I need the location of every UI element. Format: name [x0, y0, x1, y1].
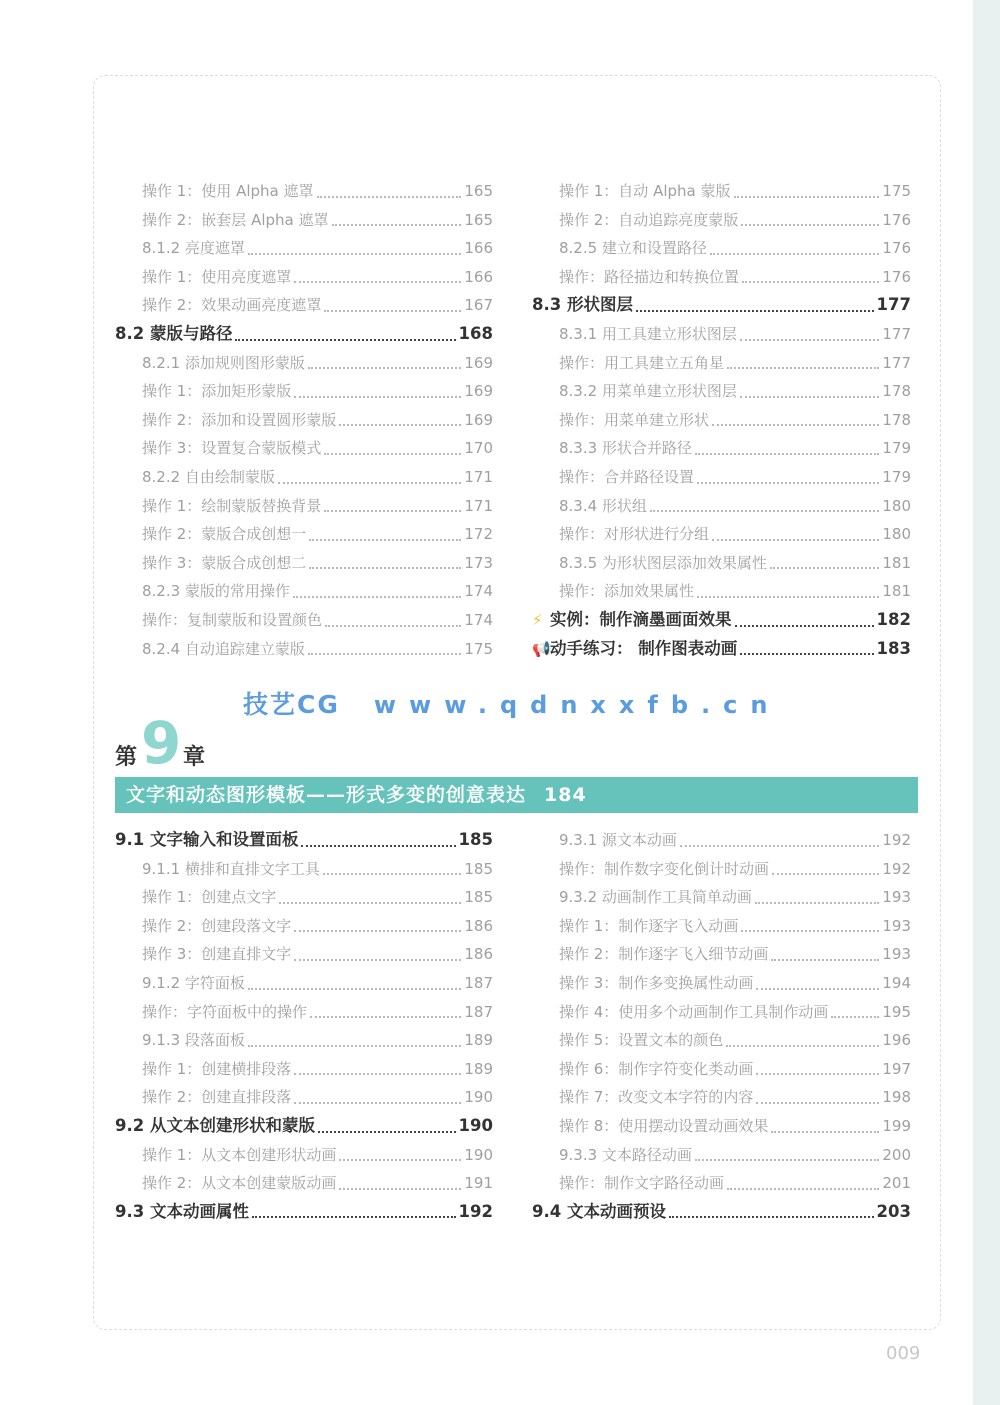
toc-entry-page: 171	[464, 496, 493, 515]
toc-entry-page: 185	[458, 830, 493, 849]
dot-leader	[324, 453, 461, 455]
toc-entry-page: 189	[464, 1059, 493, 1078]
toc-entry-label: 操作 2：蒙版合成创想一	[142, 525, 307, 544]
toc-entry-page: 176	[882, 210, 911, 229]
toc-entry-label: 8.2.2 自由绘制蒙版	[142, 467, 275, 486]
watermark-url: www.qdnxxfb.cn	[373, 691, 781, 719]
toc-entry-page: 165	[464, 182, 493, 200]
dot-leader	[324, 310, 461, 312]
toc-entry-label: 9.1.3 段落面板	[142, 1031, 245, 1050]
toc-entry-page: 196	[882, 1031, 911, 1050]
toc-entry[interactable]	[532, 826, 911, 855]
toc-entry-label: 操作 2：制作逐字飞入细节动画	[559, 945, 769, 964]
toc-entry-page: 185	[464, 888, 493, 907]
dot-leader	[695, 1159, 879, 1161]
toc-entry-page: 186	[464, 945, 493, 964]
dot-leader	[712, 539, 879, 541]
toc-entry-label: 操作 1：制作逐字飞入动画	[559, 916, 739, 935]
dot-leader	[771, 1131, 879, 1133]
toc-entry-page: 180	[882, 496, 911, 515]
toc-entry-label: 8.2.3 蒙版的常用操作	[142, 582, 290, 601]
toc-entry-label: 操作：添加效果属性	[559, 582, 695, 601]
toc-entry-page: 174	[464, 582, 493, 601]
toc-entry-page: 199	[882, 1116, 911, 1135]
toc-section-entry[interactable]	[532, 1198, 911, 1227]
dot-leader	[252, 1216, 456, 1218]
dot-leader	[293, 596, 461, 598]
dot-leader	[740, 339, 879, 341]
toc-entry[interactable]	[532, 1055, 911, 1084]
toc-entry[interactable]	[532, 1141, 911, 1170]
toc-entry-label: 9.2 从文本创建形状和蒙版	[115, 1115, 315, 1135]
toc-entry-page: 180	[882, 525, 911, 544]
toc-entry[interactable]	[532, 320, 911, 349]
toc-entry-page: 169	[464, 410, 493, 429]
toc-entry-label: 8.2 蒙版与路径	[115, 323, 233, 343]
lightning-icon: ⚡	[532, 610, 543, 629]
dot-leader	[339, 424, 461, 426]
dot-leader	[235, 339, 455, 341]
toc-entry-page: 177	[882, 324, 911, 343]
toc-section-entry[interactable]	[532, 635, 911, 664]
dot-leader	[727, 367, 879, 369]
toc-entry-label: 8.2.1 添加规则图形蒙版	[142, 353, 305, 372]
toc-entry[interactable]	[115, 1141, 493, 1170]
toc-entry[interactable]	[532, 883, 911, 912]
toc-entry-page: 177	[876, 295, 911, 315]
toc-entry-page: 169	[464, 382, 493, 401]
toc-entry[interactable]	[115, 969, 493, 998]
watermark-brand: 技艺CG	[243, 690, 340, 719]
dot-leader	[294, 959, 461, 961]
toc-entry-label: 9.3.2 动画制作工具简单动画	[559, 888, 752, 907]
toc-entry-label: 操作 1：添加矩形蒙版	[142, 382, 292, 401]
toc-entry-page: 174	[464, 610, 493, 629]
dot-leader	[310, 1016, 461, 1018]
dot-leader	[680, 845, 879, 847]
toc-entry-label: 操作：用菜单建立形状	[559, 410, 710, 429]
toc-entry[interactable]	[115, 1055, 493, 1084]
toc-entry[interactable]	[532, 463, 911, 492]
toc-entry[interactable]	[532, 998, 911, 1027]
toc-entry-label: 操作 1：从文本创建形状动画	[142, 1145, 337, 1164]
toc-entry-label: 操作 3：制作多变换属性动画	[559, 973, 754, 992]
toc-entry-page: 194	[882, 973, 911, 992]
toc-entry[interactable]	[532, 263, 911, 292]
dot-leader	[248, 988, 461, 990]
toc-column-b-right	[532, 826, 911, 1226]
toc-entry-page: 197	[882, 1059, 911, 1078]
toc-entry-page: 166	[464, 239, 493, 258]
toc-entry[interactable]	[115, 234, 493, 263]
toc-entry[interactable]	[115, 577, 493, 606]
toc-entry-label: 操作 6：制作字符变化类动画	[559, 1059, 754, 1078]
toc-entry-label: 8.2.5 建立和设置路径	[559, 239, 707, 258]
toc-entry[interactable]	[532, 577, 911, 606]
dot-leader	[740, 653, 873, 655]
page-number: 009	[886, 1343, 921, 1364]
dot-leader	[741, 224, 879, 226]
dot-leader	[294, 281, 461, 283]
chapter-number: 9	[141, 709, 182, 777]
dot-leader	[323, 873, 461, 875]
toc-entry-label: 8.3.4 形状组	[559, 496, 647, 515]
chapter-title: 文字和动态图形模板——形式多变的创意表达	[126, 784, 527, 806]
chapter-prefix: 第	[115, 745, 138, 770]
toc-entry-label: 操作：合并路径设置	[559, 467, 695, 486]
toc-section-entry[interactable]	[115, 1198, 493, 1227]
dot-leader	[248, 1045, 461, 1047]
toc-entry[interactable]	[115, 463, 493, 492]
toc-entry-page: 203	[876, 1201, 911, 1221]
dot-leader	[248, 253, 461, 255]
dot-leader	[740, 396, 879, 398]
toc-entry[interactable]	[532, 1169, 911, 1198]
dot-leader	[697, 482, 879, 484]
dot-leader	[636, 310, 874, 312]
toc-entry-page: 190	[464, 1088, 493, 1107]
toc-entry-label: 操作：制作文字路径动画	[559, 1174, 725, 1193]
watermark	[243, 685, 780, 721]
toc-entry-label: 8.1.2 亮度遮罩	[142, 239, 245, 258]
toc-entry-label: 8.3.1 用工具建立形状图层	[559, 324, 737, 343]
toc-entry[interactable]	[532, 912, 911, 941]
dot-leader	[294, 1073, 461, 1075]
chapter-title-bar[interactable]	[115, 777, 918, 813]
dot-leader	[756, 1073, 879, 1075]
dot-leader	[318, 1131, 456, 1133]
toc-entry-page: 175	[464, 639, 493, 658]
toc-entry-page: 193	[882, 888, 911, 907]
toc-entry-label: 操作 1：绘制蒙版替换背景	[142, 496, 322, 515]
dot-leader	[726, 1045, 879, 1047]
toc-entry-label: 实例：制作滴墨画面效果	[550, 609, 732, 629]
right-edge-strip	[973, 0, 1000, 1405]
toc-entry[interactable]	[115, 912, 493, 941]
toc-entry-label: 操作：制作数字变化倒计时动画	[559, 859, 770, 878]
toc-entry[interactable]	[115, 291, 493, 320]
toc-entry-page: 171	[464, 467, 493, 486]
toc-column-b-left	[115, 826, 493, 1226]
toc-entry[interactable]	[532, 969, 911, 998]
chapter-page: 184	[544, 784, 587, 806]
dot-leader	[294, 1102, 461, 1104]
toc-entry[interactable]	[115, 1169, 493, 1198]
toc-entry-page: 166	[464, 267, 493, 286]
toc-entry-label: 操作 3：设置复合蒙版模式	[142, 439, 322, 458]
toc-entry-label: 操作 5：设置文本的颜色	[559, 1031, 724, 1050]
toc-entry[interactable]	[115, 177, 493, 206]
toc-entry-page: 186	[464, 916, 493, 935]
toc-entry-label: 8.3 形状图层	[532, 295, 633, 315]
toc-entry[interactable]	[532, 940, 911, 969]
toc-entry-page: 182	[876, 609, 911, 629]
dot-leader	[742, 281, 879, 283]
toc-entry[interactable]	[115, 377, 493, 406]
dot-leader	[697, 596, 879, 598]
dot-leader	[317, 196, 462, 198]
toc-entry-label: 操作 7：改变文本字符的内容	[559, 1088, 754, 1107]
toc-entry[interactable]	[532, 520, 911, 549]
dot-leader	[695, 453, 879, 455]
toc-entry[interactable]	[115, 1083, 493, 1112]
toc-entry-page: 170	[464, 439, 493, 458]
toc-entry-label: 8.2.4 自动追踪建立蒙版	[142, 639, 305, 658]
toc-entry-label: 9.1.1 横排和直排文字工具	[142, 859, 320, 878]
toc-entry-page: 176	[882, 239, 911, 258]
toc-entry[interactable]	[115, 263, 493, 292]
toc-entry-label: 操作 3：蒙版合成创想二	[142, 553, 307, 572]
toc-entry-page: 192	[882, 831, 911, 849]
toc-entry-page: 167	[464, 296, 493, 315]
dot-leader	[756, 1102, 879, 1104]
toc-entry[interactable]	[115, 635, 493, 664]
toc-entry[interactable]	[532, 1112, 911, 1141]
dot-leader	[734, 196, 880, 198]
toc-entry-label: 操作 2：效果动画亮度遮罩	[142, 296, 322, 315]
toc-entry-label: 8.3.3 形状合并路径	[559, 439, 692, 458]
dot-leader	[735, 625, 874, 627]
toc-entry-label: 8.3.2 用菜单建立形状图层	[559, 382, 737, 401]
toc-entry-label: 操作 1：自动 Alpha 蒙版	[559, 182, 731, 200]
dot-leader	[755, 902, 879, 904]
toc-entry-page: 198	[882, 1088, 911, 1107]
toc-entry[interactable]	[115, 883, 493, 912]
dot-leader	[294, 396, 461, 398]
toc-entry-page: 175	[882, 182, 911, 200]
dot-leader	[309, 567, 461, 569]
dot-leader	[339, 1159, 461, 1161]
toc-entry[interactable]	[532, 434, 911, 463]
toc-entry-page: 181	[882, 553, 911, 572]
toc-entry-label: 操作 3：创建直排文字	[142, 945, 292, 964]
toc-entry-page: 168	[458, 323, 493, 343]
toc-section-entry[interactable]	[532, 291, 911, 320]
toc-entry-label: 9.3.1 源文本动画	[559, 831, 677, 849]
toc-entry-page: 201	[882, 1174, 911, 1193]
toc-entry[interactable]	[532, 234, 911, 263]
toc-entry-label: 操作 2：自动追踪亮度蒙版	[559, 210, 739, 229]
toc-entry-label: 9.1 文字输入和设置面板	[115, 830, 299, 849]
toc-section-entry[interactable]	[115, 1112, 493, 1141]
toc-entry-page: 193	[882, 916, 911, 935]
toc-entry-label: 操作：对形状进行分组	[559, 525, 710, 544]
dot-leader	[669, 1216, 874, 1218]
dot-leader	[308, 367, 461, 369]
toc-entry[interactable]	[115, 206, 493, 235]
dot-leader	[771, 959, 879, 961]
toc-entry-label: 9.1.2 字符面板	[142, 973, 245, 992]
toc-entry[interactable]	[532, 492, 911, 521]
toc-entry-page: 191	[464, 1174, 493, 1193]
toc-entry[interactable]	[115, 406, 493, 435]
toc-entry-label: 操作 2：添加和设置圆形蒙版	[142, 410, 337, 429]
dot-leader	[831, 1016, 879, 1018]
megaphone-icon: 📢	[532, 639, 551, 658]
toc-entry-page: 190	[458, 1115, 493, 1135]
toc-entry-label: 操作 1：创建横排段落	[142, 1059, 292, 1078]
dot-leader	[325, 625, 461, 627]
toc-entry[interactable]	[532, 349, 911, 378]
toc-entry-page: 190	[464, 1145, 493, 1164]
toc-entry-page: 177	[882, 353, 911, 372]
dot-leader	[770, 567, 879, 569]
toc-entry[interactable]	[115, 1026, 493, 1055]
toc-entry-label: 动手练习： 制作图表动画	[550, 638, 738, 658]
toc-entry[interactable]	[115, 606, 493, 635]
toc-entry[interactable]	[532, 549, 911, 578]
toc-entry[interactable]	[115, 349, 493, 378]
dot-leader	[339, 1188, 461, 1190]
toc-entry-page: 172	[464, 525, 493, 544]
chapter-suffix: 章	[183, 745, 206, 770]
toc-entry[interactable]	[115, 520, 493, 549]
toc-entry[interactable]	[532, 1083, 911, 1112]
toc-entry[interactable]	[115, 492, 493, 521]
toc-entry-page: 187	[464, 1002, 493, 1021]
toc-entry[interactable]	[532, 406, 911, 435]
toc-entry-label: 操作 2：嵌套层 Alpha 遮罩	[142, 210, 329, 229]
dot-leader	[710, 253, 879, 255]
toc-entry-page: 173	[464, 553, 493, 572]
dot-leader	[727, 1188, 879, 1190]
dot-leader	[650, 510, 879, 512]
toc-column-a-right	[532, 177, 911, 663]
toc-section-entry[interactable]	[115, 826, 493, 855]
dot-leader	[301, 845, 455, 847]
toc-entry-page: 178	[882, 410, 911, 429]
toc-entry-page: 192	[458, 1201, 493, 1221]
toc-entry-label: 操作 2：创建直排段落	[142, 1088, 292, 1107]
toc-entry[interactable]	[115, 549, 493, 578]
toc-entry[interactable]	[115, 855, 493, 884]
toc-entry-page: 193	[882, 945, 911, 964]
dot-leader	[309, 539, 461, 541]
toc-entry-label: 8.3.5 为形状图层添加效果属性	[559, 553, 767, 572]
toc-entry-label: 操作 2：创建段落文字	[142, 916, 292, 935]
toc-entry-page: 183	[876, 638, 911, 658]
dot-leader	[772, 873, 879, 875]
toc-entry[interactable]	[115, 998, 493, 1027]
toc-entry-page: 200	[882, 1145, 911, 1164]
toc-entry[interactable]	[115, 434, 493, 463]
dot-leader	[294, 930, 461, 932]
toc-entry-page: 179	[882, 467, 911, 486]
dot-leader	[332, 224, 462, 226]
toc-entry-page: 176	[882, 267, 911, 286]
toc-entry-label: 操作：用工具建立五角星	[559, 353, 725, 372]
dot-leader	[308, 653, 461, 655]
toc-section-entry[interactable]	[532, 606, 911, 635]
toc-column-a-left	[115, 177, 493, 663]
toc-entry-label: 操作 2：从文本创建蒙版动画	[142, 1174, 337, 1193]
dot-leader	[278, 482, 461, 484]
toc-entry-page: 192	[882, 859, 911, 878]
toc-entry-page: 179	[882, 439, 911, 458]
toc-entry-label: 操作 4：使用多个动画制作工具制作动画	[559, 1002, 829, 1021]
toc-section-entry[interactable]	[115, 320, 493, 349]
toc-entry-label: 9.4 文本动画预设	[532, 1201, 666, 1221]
dot-leader	[741, 930, 879, 932]
toc-entry-label: 操作：路径描边和转换位置	[559, 267, 740, 286]
toc-entry[interactable]	[532, 855, 911, 884]
toc-entry-page: 185	[464, 859, 493, 878]
toc-entry[interactable]	[532, 177, 911, 206]
toc-entry-label: 操作 1：使用 Alpha 遮罩	[142, 182, 314, 200]
toc-entry-label: 操作：字符面板中的操作	[142, 1002, 308, 1021]
dot-leader	[324, 510, 461, 512]
toc-entry-label: 操作 8：使用摆动设置动画效果	[559, 1116, 769, 1135]
toc-entry-label: 9.3 文本动画属性	[115, 1201, 249, 1221]
dot-leader	[712, 424, 879, 426]
toc-entry-page: 181	[882, 582, 911, 601]
toc-entry[interactable]	[532, 1026, 911, 1055]
toc-entry-page: 187	[464, 973, 493, 992]
toc-entry[interactable]	[115, 940, 493, 969]
toc-entry-page: 169	[464, 353, 493, 372]
toc-entry-label: 操作 1：使用亮度遮罩	[142, 267, 292, 286]
toc-entry-label: 操作：复制蒙版和设置颜色	[142, 610, 323, 629]
toc-entry-page: 189	[464, 1031, 493, 1050]
toc-entry-page: 195	[882, 1002, 911, 1021]
dot-leader	[279, 902, 461, 904]
toc-entry-label: 9.3.3 文本路径动画	[559, 1145, 692, 1164]
toc-entry-label: 操作 1：创建点文字	[142, 888, 277, 907]
dot-leader	[756, 988, 879, 990]
toc-entry-page: 178	[882, 382, 911, 401]
toc-entry-page: 165	[464, 210, 493, 229]
toc-entry[interactable]	[532, 377, 911, 406]
toc-entry[interactable]	[532, 206, 911, 235]
